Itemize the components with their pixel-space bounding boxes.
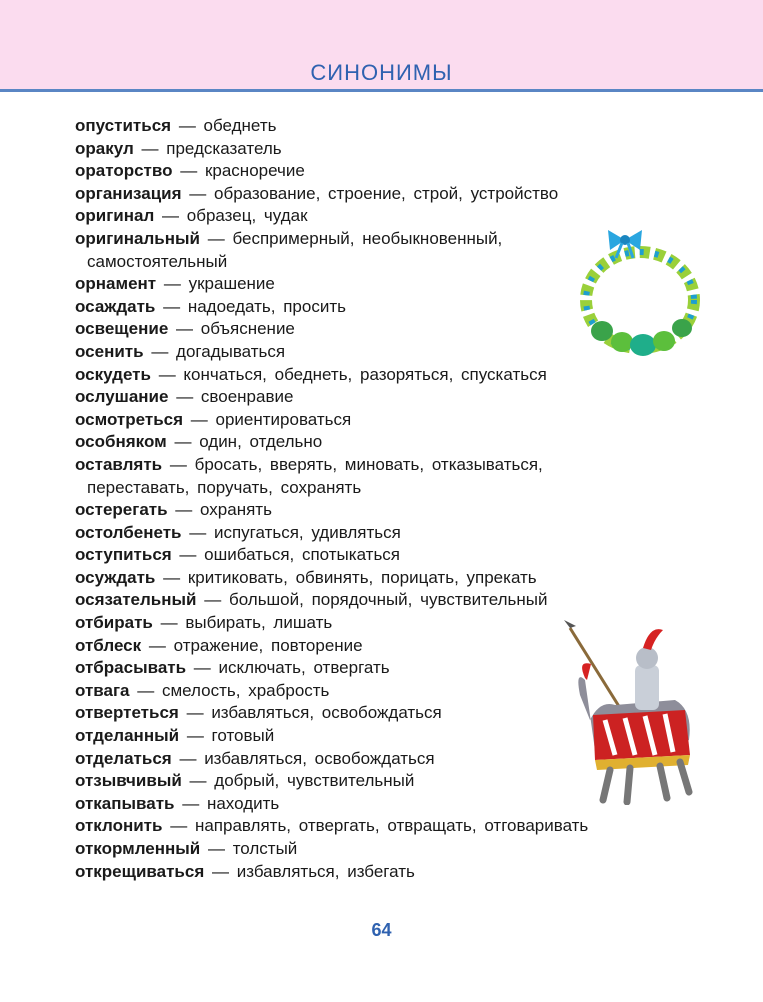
page-header: [0, 0, 763, 92]
entry-18: [75, 567, 715, 590]
entry-synonyms: красноречие: [204, 161, 305, 181]
entry-synonyms: украшение: [188, 274, 275, 294]
entry-dash: —: [186, 726, 204, 746]
entry-word: организация: [75, 183, 182, 203]
entry-word: отвага: [75, 680, 130, 700]
entry-dash: —: [179, 748, 197, 768]
entry-dash: —: [137, 680, 155, 700]
entry-4: [75, 205, 715, 228]
entry-word: откапывать: [75, 793, 175, 813]
entry-synonyms: выбирать, лишать: [185, 613, 333, 633]
entry-13: [75, 431, 715, 454]
entry-dash: —: [204, 590, 222, 610]
entry-word: осуждать: [75, 567, 156, 587]
entry-dash: —: [180, 161, 198, 181]
entry-synonyms: готовый: [211, 726, 275, 746]
entry-19: [75, 589, 715, 612]
entry-synonyms: предсказатель: [166, 138, 282, 158]
entry-word: откормленный: [75, 839, 201, 858]
entry-dash: —: [179, 545, 197, 565]
entry-dash: —: [162, 206, 180, 226]
entry-synonyms: отражение, повторение: [173, 635, 363, 655]
entry-word: отблеск: [75, 635, 142, 655]
entry-synonyms: беспримерный, необыкновенный,: [232, 228, 503, 248]
entry-word: осмотреться: [75, 409, 184, 429]
entry-31: [75, 861, 715, 884]
entry-word: освещение: [75, 319, 169, 339]
page-number: 64: [371, 920, 392, 940]
entry-synonyms: добрый, чувствительный: [214, 771, 415, 791]
entry-word: отклонить: [75, 816, 163, 836]
entry-word: открещиваться: [75, 861, 205, 881]
entry-dash: —: [207, 839, 225, 858]
entry-word: остерегать: [75, 500, 168, 520]
entry-synonyms: надоедать, просить: [187, 296, 346, 316]
entry-dash: —: [190, 409, 208, 429]
entry-1: [75, 138, 715, 161]
entry-17: [75, 544, 715, 567]
entry-dash: —: [212, 861, 229, 881]
entry-dash: —: [186, 703, 204, 723]
entry-word: отвертеться: [75, 703, 179, 723]
entry-synonyms: ошибаться, спотыкаться: [204, 545, 400, 565]
entry-dash: —: [141, 138, 159, 158]
entry-dash: —: [170, 816, 188, 836]
entry-dash: —: [148, 635, 166, 655]
entry-synonyms: кончаться, обеднеть, разоряться, спускаться: [183, 364, 547, 384]
entry-word: отделаться: [75, 748, 172, 768]
entry-word: отбрасывать: [75, 658, 187, 678]
entry-synonyms: большой, порядочный, чувствительный: [228, 590, 548, 610]
entry-dash: —: [158, 364, 176, 384]
entry-0: [75, 115, 715, 138]
entry-word: отделанный: [75, 726, 180, 746]
entry-synonyms: испугаться, удивляться: [213, 522, 401, 542]
entry-word: оригинал: [75, 206, 155, 226]
entry-dash: —: [169, 454, 187, 474]
entry-dash: —: [178, 116, 196, 135]
entry-synonyms: образец, чудак: [186, 206, 308, 226]
entry-synonyms: своенравие: [200, 387, 294, 407]
entry-word: оракул: [75, 138, 134, 158]
entry-dash: —: [176, 387, 194, 407]
entry-word: оступиться: [75, 545, 172, 565]
entry-3: [75, 183, 715, 206]
entry-16: [75, 522, 715, 545]
entry-word: ораторство: [75, 161, 173, 181]
page-title: СИНОНИМЫ: [310, 60, 453, 85]
entry-word: остолбенеть: [75, 522, 182, 542]
entry-dash: —: [163, 274, 181, 294]
entry-11: [75, 386, 715, 409]
bracelet-illustration: [570, 228, 710, 368]
entry-word: ослушание: [75, 387, 169, 407]
entry-dash: —: [182, 793, 200, 813]
entry-word: орнамент: [75, 274, 157, 294]
entry-synonyms: охранять: [200, 500, 272, 520]
entry-word: оригинальный: [75, 228, 200, 248]
entry-dash: —: [163, 296, 181, 316]
entry-synonyms: бросать, вверять, миновать, отказываться,: [194, 454, 543, 474]
entry-dash: —: [193, 658, 211, 678]
entry-synonyms: исключать, отвергать: [218, 658, 390, 678]
entry-synonyms: догадываться: [176, 341, 286, 361]
entry-dash: —: [189, 771, 207, 791]
entry-dash: —: [163, 567, 181, 587]
entry-word: осязательный: [75, 590, 197, 610]
entry-15: [75, 499, 715, 522]
entry-synonyms: избавляться, освобождаться: [211, 703, 442, 723]
entry-synonyms: объяснение: [200, 319, 295, 339]
entry-30: [75, 838, 715, 861]
entry-synonyms-continued: переставать, поручать, сохранять: [87, 477, 362, 497]
entry-dash: —: [174, 432, 192, 452]
entry-synonyms: образование, строение, строй, устройство: [214, 183, 559, 203]
entry-synonyms: избавляться, освобождаться: [204, 748, 435, 768]
entry-synonyms: толстый: [232, 839, 298, 858]
entry-word: осенить: [75, 341, 144, 361]
knight-illustration: [555, 620, 705, 805]
entry-29: [75, 815, 715, 838]
entry-word: отзывчивый: [75, 771, 182, 791]
entry-dash: —: [160, 613, 178, 633]
entry-synonyms: смелость, храбрость: [161, 680, 330, 700]
entry-dash: —: [151, 341, 169, 361]
entry-synonyms: направлять, отвергать, отвращать, отговаривать: [194, 816, 589, 836]
entry-synonyms: находить: [206, 793, 280, 813]
entry-12: [75, 409, 715, 432]
entry-synonyms: избавляться, избегать: [236, 861, 415, 881]
entry-synonyms-continued: самостоятельный: [87, 251, 228, 271]
entry-dash: —: [189, 183, 207, 203]
entry-synonyms: обеднеть: [203, 116, 277, 135]
entry-2: [75, 160, 715, 183]
entry-dash: —: [175, 500, 193, 520]
entry-synonyms: один, отдельно: [199, 432, 323, 452]
entry-synonyms: критиковать, обвинять, порицать, упрекать: [187, 567, 537, 587]
entry-synonyms: ориентироваться: [215, 409, 352, 429]
entry-word: опуститься: [75, 116, 172, 135]
entry-word: оскудеть: [75, 364, 151, 384]
entry-dash: —: [189, 522, 207, 542]
entry-word: оставлять: [75, 454, 163, 474]
entry-14: [75, 454, 715, 499]
entry-word: отбирать: [75, 613, 153, 633]
entry-word: особняком: [75, 432, 167, 452]
entry-dash: —: [176, 319, 194, 339]
entry-word: осаждать: [75, 296, 156, 316]
entry-dash: —: [207, 228, 225, 248]
